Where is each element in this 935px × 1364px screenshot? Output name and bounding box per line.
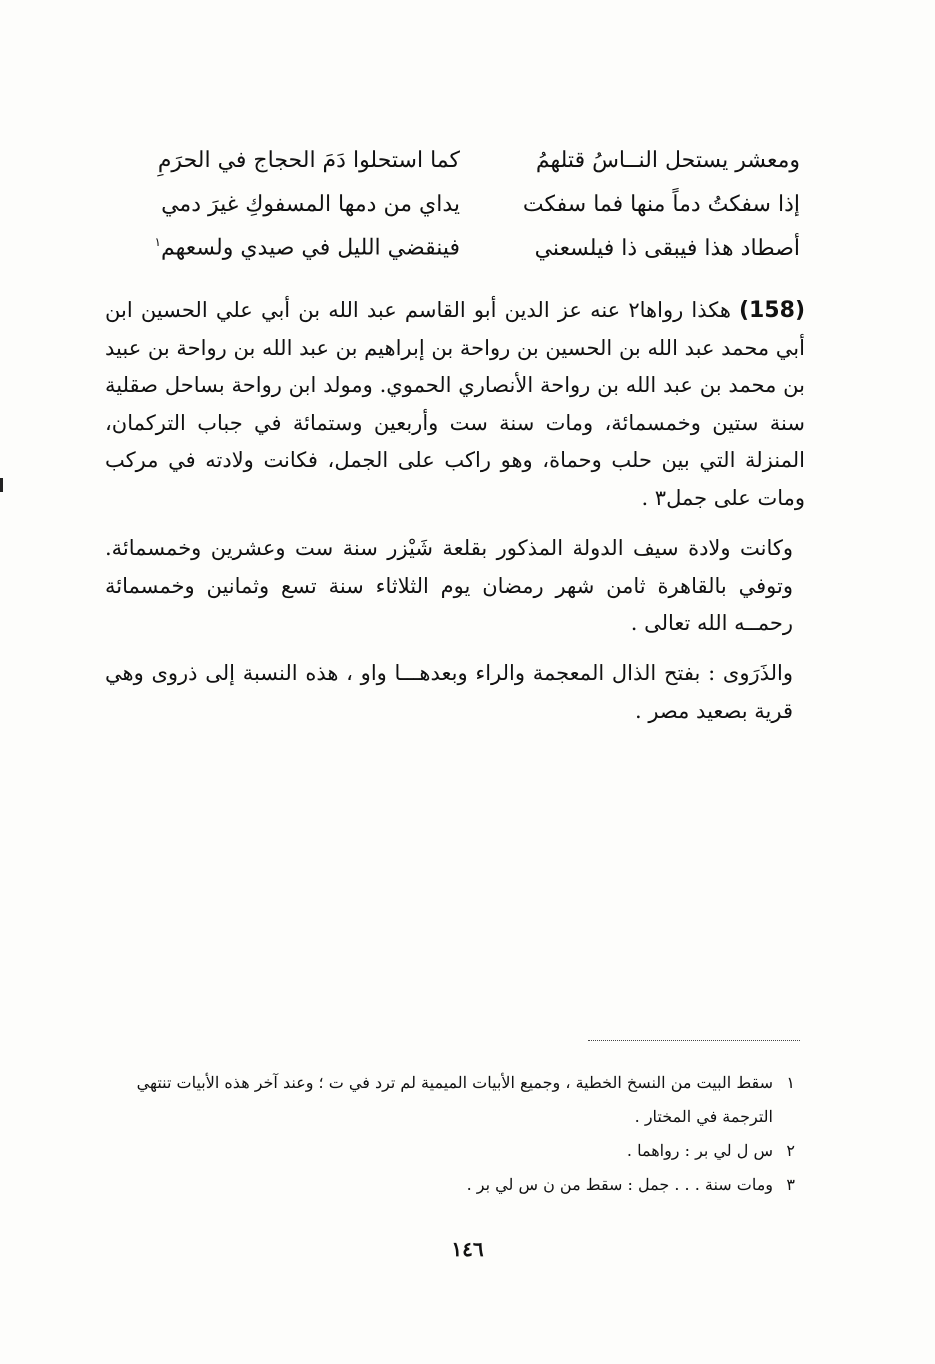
footnote-ref: ١ [154,235,161,250]
footnote-text: سقط البيت من النسخ الخطية ، وجميع الأبيات الميمية لم ترد في ت ؛ وعند آخر هذه الأبيات تنتهي الترجمة في المختار . [136,1073,773,1126]
paragraph-text: هكذا رواها٢ عنه عز الدين أبو القاسم عبد الله بن أبي علي الحسين ابن أبي محمد عبد الله بن الحسين بن رواحة بن إبراهيم بن عبد الله بن رواحة بن عبيد بن محمد بن عبد الله بن رواحة الأنصاري الحموي. ومولد ابن رواحة بساحل صقلية سنة ستين وخمسمائة، ومات سنة ست وأربعين وستمائة في جباب التركمان، المنزلة التي بين حلب وحماة، وهو راكب على الجمل، فكانت ولادته في مركب ومات على جمل٣ . [105,298,805,510]
paragraph-text: والذَرَوى : بفتح الذال المعجمة والراء وبعدهـــا واو ، هذه النسبة إلى ذروى وهي قرية بصعيد مصر . [105,661,793,723]
verse-2 [140,182,800,226]
footnote-number: ٢ [786,1141,795,1160]
footnote [105,1134,795,1168]
page-number: ١٤٦ [451,1237,484,1261]
paragraph-text: وكانت ولادة سيف الدولة المذكور بقلعة شَيْزر سنة ست وعشرين وخمسمائة. وتوفي بالقاهرة ثامن شهر رمضان يوم الثلاثاء سنة تسع وثمانين وخمسمائة رحمــه الله تعالى . [105,536,793,635]
footnote-text: س ل لي بر : رواهما . [626,1141,773,1160]
footnote-text: ومات سنة . . . جمل : سقط من ن س لي بر . [466,1175,773,1194]
hemistich-first: أصطاد هذا فيبقى ذا فيلسعني [534,235,800,261]
hemistich-text: فينقضي الليل في صيدي ولسعهم [161,235,460,261]
footnote [105,1066,795,1134]
scan-edge-mark [0,478,3,492]
footnote-number: ٣ [786,1175,795,1194]
hemistich-second: كما استحلوا دَمَ الحجاج في الحرَمِ [157,147,460,173]
paragraph-birth-death [105,530,805,643]
hemistich-second: يداي من دمها المسفوكِ غيرَ دمي [161,191,460,217]
footnotes [105,1066,795,1202]
verse-3 [140,226,800,270]
verse-1 [140,138,800,182]
footnote-number: ١ [786,1073,795,1092]
footnote [105,1168,795,1202]
paragraph-entry [105,292,805,517]
hemistich-first: ومعشر يستحل النــاسُ قتلهمُ [535,147,800,173]
footnote-separator [588,1040,800,1041]
paragraph-nisba [105,655,805,730]
hemistich-first: إذا سفكتُ دماً منها فما سفكت [522,191,800,217]
entry-number: (158) [738,298,805,323]
hemistich-second [140,235,460,260]
poem [140,138,800,270]
